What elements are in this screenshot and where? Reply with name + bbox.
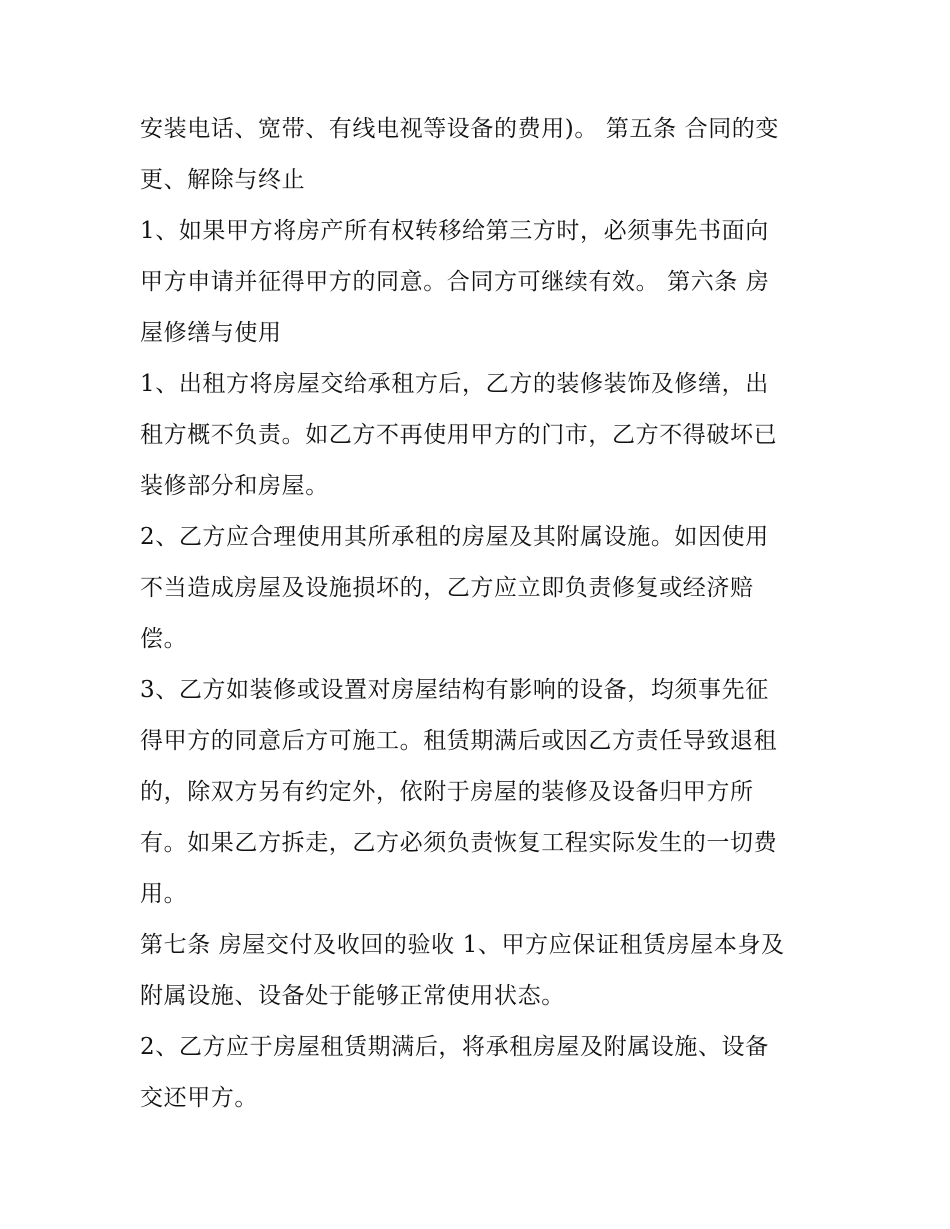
text-line: 附属设施、设备处于能够正常使用状态。	[140, 983, 565, 1009]
text-line: 更、解除与终止	[140, 167, 306, 193]
text-line: 1、出租方将房屋交给承租方后，乙方的装修装饰及修缮，出	[140, 371, 769, 397]
text-line: 2、乙方应于房屋租赁期满后，将承租房屋及附属设施、设备	[140, 1034, 769, 1060]
text-line: 偿。	[140, 626, 188, 652]
text-line: 3、乙方如装修或设置对房屋结构有影响的设备，均须事先征	[140, 677, 769, 703]
text-line: 用。	[140, 881, 188, 907]
text-line: 装修部分和房屋。	[140, 473, 329, 499]
text-line: 交还甲方。	[140, 1085, 258, 1111]
text-line: 安装电话、宽带、有线电视等设备的费用)。 第五条 合同的变	[140, 116, 779, 142]
text-line: 2、乙方应合理使用其所承租的房屋及其附属设施。如因使用	[140, 524, 769, 550]
text-line: 租方概不负责。如乙方不再使用甲方的门市，乙方不得破坏已	[140, 422, 778, 448]
text-line: 的，除双方另有约定外，依附于房屋的装修及设备归甲方所	[140, 779, 754, 805]
text-line: 1、如果甲方将房产所有权转移给第三方时，必须事先书面向	[140, 218, 769, 244]
text-line: 有。如果乙方拆走，乙方必须负责恢复工程实际发生的一切费	[140, 830, 778, 856]
text-line: 第七条 房屋交付及收回的验收 1、甲方应保证租赁房屋本身及	[140, 932, 785, 958]
contract-text-body	[140, 104, 820, 1124]
text-line: 屋修缮与使用	[140, 320, 282, 346]
text-line: 得甲方的同意后方可施工。租赁期满后或因乙方责任导致退租	[140, 728, 778, 754]
text-line: 甲方申请并征得甲方的同意。合同方可继续有效。 第六条 房	[140, 269, 770, 295]
text-line: 不当造成房屋及设施损坏的，乙方应立即负责修复或经济赔	[140, 575, 754, 601]
